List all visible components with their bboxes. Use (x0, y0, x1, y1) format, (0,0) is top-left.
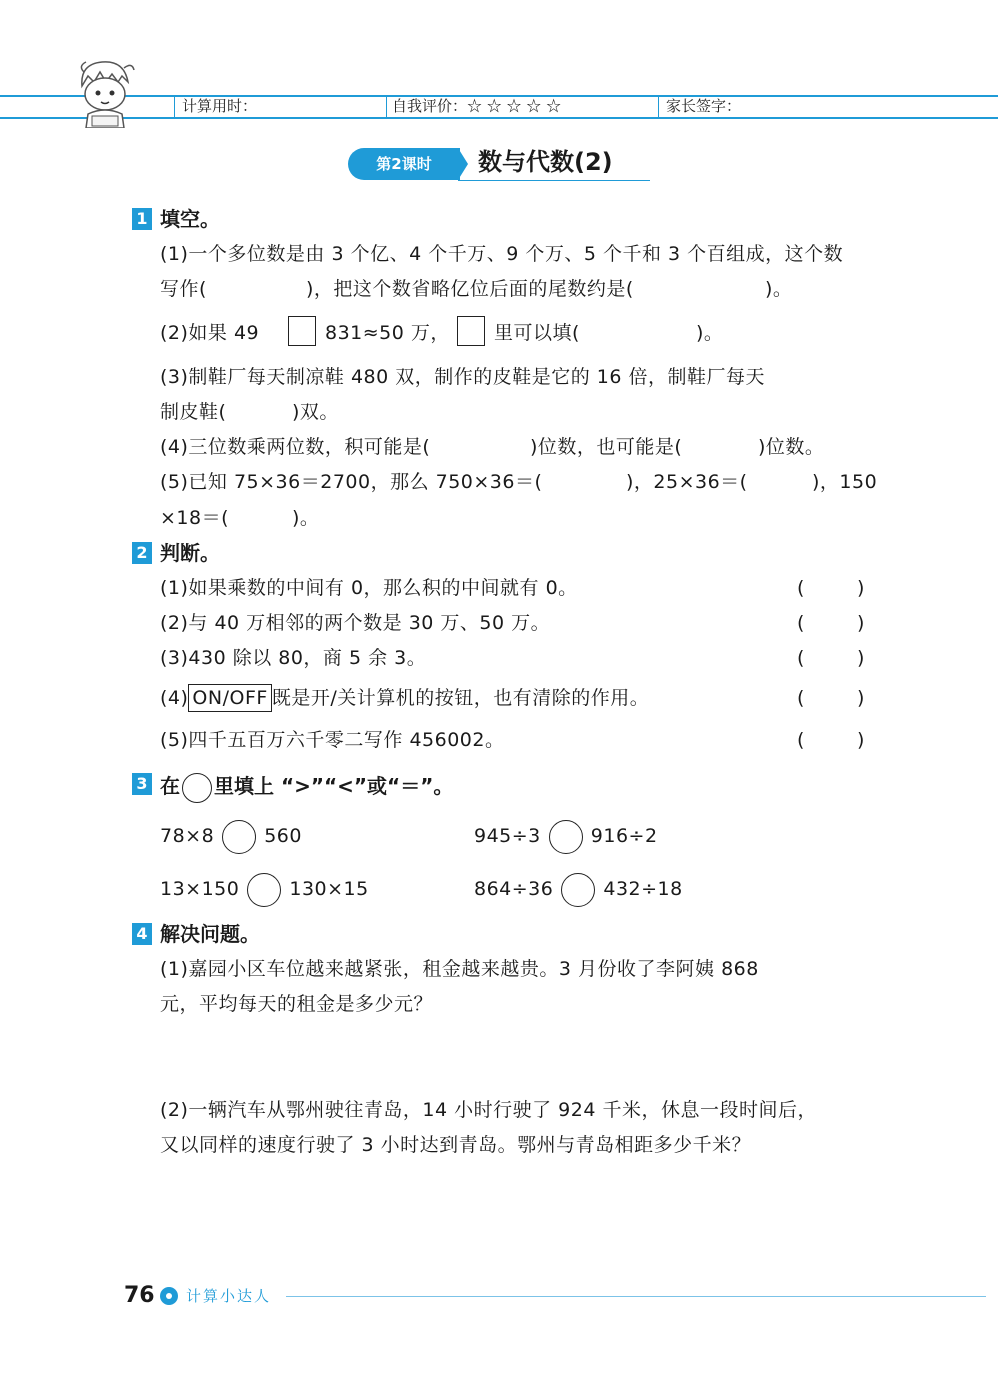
compare-circle[interactable] (222, 820, 256, 854)
answer-paren-left[interactable]: ( (797, 577, 805, 599)
lesson-badge: 第2课时 (348, 148, 460, 180)
section-number: 2 (132, 542, 152, 564)
footer-rule (286, 1296, 986, 1297)
compare-item: 864÷36 432÷18 (474, 871, 683, 907)
compare-circle[interactable] (561, 873, 595, 907)
question-text: (1)一个多位数是由 3 个亿、4 个千万、9 个万、5 个千和 3 个百组成，这个数 (160, 243, 844, 265)
calc-time-label: 计算用时： (182, 97, 258, 115)
answer-paren-left[interactable]: ( (797, 647, 805, 669)
compare-circle[interactable] (247, 873, 281, 907)
question-text: )。 (765, 278, 793, 300)
answer-paren-right[interactable]: ) (857, 577, 865, 599)
section-number: 3 (132, 773, 152, 795)
question-text: )位数，也可能是( (530, 436, 683, 458)
compare-item: 13×150 130×15 (160, 871, 369, 907)
mascot-kid-icon (74, 56, 136, 128)
question-text: 制皮鞋( (160, 401, 227, 423)
self-eval-label: 自我评价：☆ ☆ ☆ ☆ ☆ (392, 97, 562, 115)
footer-brand: 计算小达人 (186, 1287, 272, 1305)
answer-paren-right[interactable]: ) (857, 729, 865, 751)
question-text: )位数。 (758, 436, 825, 458)
header-divider (658, 97, 659, 117)
section-number: 4 (132, 923, 152, 945)
question-text: 831≈50 万， (325, 322, 450, 344)
header-divider (386, 97, 387, 117)
on-off-key-icon: ON/OFF (188, 684, 271, 712)
question-text: 写作( (160, 278, 207, 300)
judgment-item: (4) ON/OFF 既是开/关计算机的按钮，也有清除的作用。 (160, 683, 649, 713)
answer-paren-left[interactable]: ( (797, 687, 805, 709)
problem-text: 又以同样的速度行驶了 3 小时达到青岛。鄂州与青岛相距多少千米？ (160, 1134, 752, 1156)
question-text: 里可以填( (494, 322, 580, 344)
answer-paren-left[interactable]: ( (797, 729, 805, 751)
answer-paren-right[interactable]: ) (857, 687, 865, 709)
question-text: (4)三位数乘两位数，积可能是( (160, 436, 431, 458)
section-title: 填空。 (160, 207, 220, 231)
question-text: )。 (292, 507, 320, 529)
answer-box[interactable] (282, 316, 322, 346)
question-text: )，把这个数省略亿位后面的尾数约是( (306, 278, 634, 300)
problem-text: (2)一辆汽车从鄂州驶往青岛，14 小时行驶了 924 千米，休息一段时间后， (160, 1099, 817, 1121)
question-text: )，150 (812, 471, 878, 493)
question-text: ×18＝( (160, 507, 230, 529)
problem-text: (1)嘉园小区车位越来越紧张，租金越来越贵。3 月份收了李阿姨 868 (160, 958, 759, 980)
parent-sign-label: 家长签字： (666, 97, 742, 115)
page-number: 76 (124, 1283, 155, 1308)
question-text: (3)制鞋厂每天制凉鞋 480 双，制作的皮鞋是它的 16 倍，制鞋厂每天 (160, 366, 766, 388)
compare-circle[interactable] (549, 820, 583, 854)
answer-box[interactable] (451, 316, 491, 346)
question-text: (2)如果 49 (160, 322, 260, 344)
judgment-item: (3)430 除以 80，商 5 余 3。 (160, 647, 427, 669)
circle-symbol-icon (182, 773, 212, 803)
lesson-title: 数与代数(2) (478, 148, 613, 176)
problem-text: 元，平均每天的租金是多少元？ (160, 993, 434, 1015)
section-title: 在 里填上 “>”“<”或“＝”。 (160, 768, 453, 804)
judgment-item: (2)与 40 万相邻的两个数是 30 万、50 万。 (160, 612, 551, 634)
lesson-title-rule (458, 180, 650, 181)
answer-paren-right[interactable]: ) (857, 612, 865, 634)
question-text: )，25×36＝( (626, 471, 748, 493)
judgment-item: (5)四千五百万六千零二写作 456002。 (160, 729, 505, 751)
lesson-badge-arrow (458, 148, 468, 180)
header-bottom-rule (0, 117, 998, 119)
answer-paren-left[interactable]: ( (797, 612, 805, 634)
section-number: 1 (132, 208, 152, 230)
section-title: 解决问题。 (160, 922, 260, 946)
judgment-item: (1)如果乘数的中间有 0，那么积的中间就有 0。 (160, 577, 578, 599)
compare-item: 78×8 560 (160, 818, 302, 854)
compare-item: 945÷3 916÷2 (474, 818, 658, 854)
question-text: )双。 (292, 401, 339, 423)
answer-paren-right[interactable]: ) (857, 647, 865, 669)
header-divider (174, 97, 175, 117)
question-text: )。 (696, 322, 724, 344)
section-title: 判断。 (160, 541, 220, 565)
bullet-icon-center (166, 1293, 172, 1299)
question-text: (5)已知 75×36＝2700，那么 750×36＝( (160, 471, 543, 493)
